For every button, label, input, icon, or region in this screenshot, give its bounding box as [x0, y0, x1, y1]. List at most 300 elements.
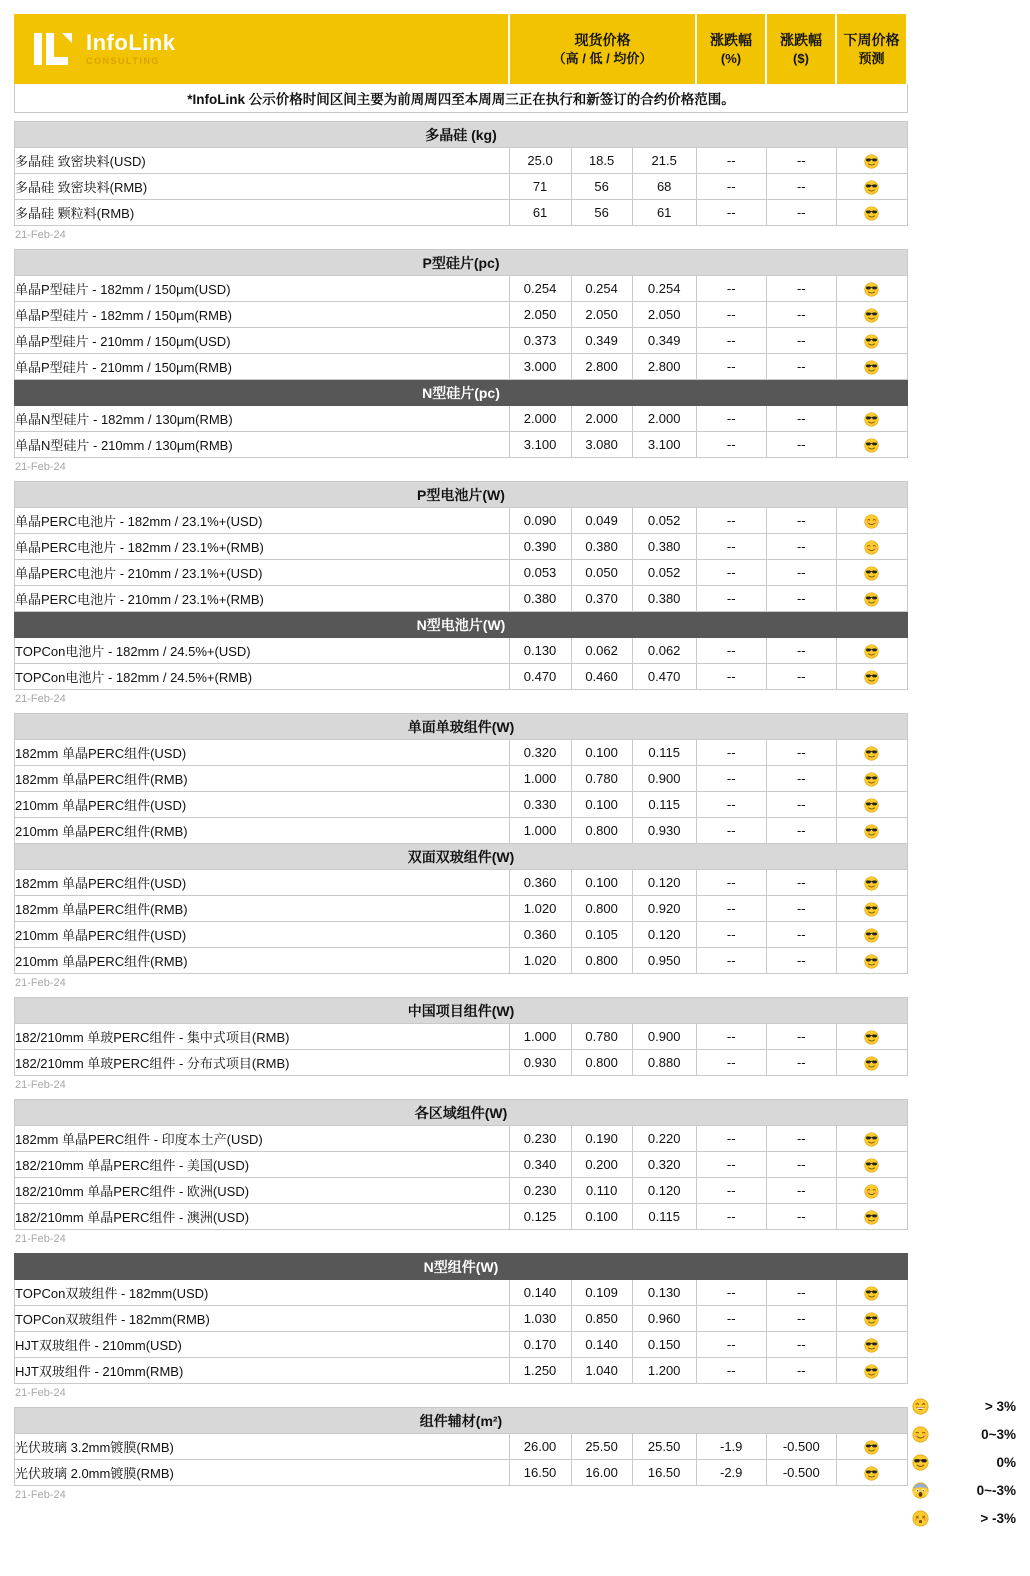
price-high: 0.470: [509, 664, 571, 690]
change-pct: -2.9: [696, 1460, 766, 1486]
section-header: [15, 1408, 908, 1434]
product-label: 182/210mm 单玻PERC组件 - 集中式项目(RMB): [15, 1024, 510, 1050]
product-label: 182mm 单晶PERC组件 - 印度本土产(USD): [15, 1126, 510, 1152]
forecast-label-line2: 预测: [858, 50, 885, 66]
price-avg: 0.380: [632, 534, 696, 560]
change-abs: --: [766, 1178, 836, 1204]
product-row: [15, 276, 908, 302]
date-stamp: 21-Feb-24: [15, 693, 66, 705]
price-low: 0.349: [571, 328, 632, 354]
price-high: 0.380: [509, 586, 571, 612]
product-row: [15, 1178, 908, 1204]
column-header-spot-price: [508, 14, 695, 84]
price-low: 0.380: [571, 534, 632, 560]
shocked-face-icon: [912, 1510, 929, 1527]
product-label: TOPCon电池片 - 182mm / 24.5%+(USD): [15, 638, 510, 664]
sunglasses-face-icon: [864, 1030, 879, 1045]
sunglasses-face-icon: [864, 154, 879, 169]
price-table-block: [14, 713, 908, 974]
grinning-face-icon: [912, 1398, 929, 1415]
change-abs: --: [766, 1152, 836, 1178]
price-low: 0.100: [571, 1204, 632, 1230]
price-high: 16.50: [509, 1460, 571, 1486]
price-avg: 0.120: [632, 870, 696, 896]
price-low: 0.800: [571, 896, 632, 922]
section-title: P型电池片(W): [15, 482, 908, 508]
change-pct: --: [696, 948, 766, 974]
price-low: 0.254: [571, 276, 632, 302]
price-low: 0.780: [571, 766, 632, 792]
price-avg: 0.930: [632, 818, 696, 844]
product-label: 210mm 单晶PERC组件(RMB): [15, 948, 510, 974]
price-avg: 0.950: [632, 948, 696, 974]
section-header: [15, 482, 908, 508]
change-abs: --: [766, 276, 836, 302]
forecast-emoji: [836, 638, 907, 664]
price-avg: 2.000: [632, 406, 696, 432]
forecast-emoji: [836, 922, 907, 948]
price-avg: 2.800: [632, 354, 696, 380]
price-high: 0.340: [509, 1152, 571, 1178]
product-row: [15, 664, 908, 690]
forecast-emoji: [836, 1306, 907, 1332]
column-header-forecast: [835, 14, 906, 84]
price-low: 0.850: [571, 1306, 632, 1332]
sunglasses-face-icon: [864, 1338, 879, 1353]
price-high: 0.053: [509, 560, 571, 586]
spot-price-label-line1: 现货价格: [574, 31, 631, 48]
price-low: 0.140: [571, 1332, 632, 1358]
change-abs: --: [766, 328, 836, 354]
section-header: [15, 380, 908, 406]
price-low: 2.050: [571, 302, 632, 328]
legend-label: 0%: [996, 1455, 1016, 1470]
product-row: [15, 560, 908, 586]
price-high: 0.373: [509, 328, 571, 354]
price-high: 2.000: [509, 406, 571, 432]
sunglasses-face-icon: [864, 670, 879, 685]
product-label: TOPCon电池片 - 182mm / 24.5%+(RMB): [15, 664, 510, 690]
change-pct: --: [696, 896, 766, 922]
change-abs: --: [766, 896, 836, 922]
forecast-emoji: [836, 948, 907, 974]
price-low: 0.800: [571, 948, 632, 974]
product-label: 182/210mm 单晶PERC组件 - 澳洲(USD): [15, 1204, 510, 1230]
sunglasses-face-icon: [864, 1466, 879, 1481]
price-high: 1.000: [509, 1024, 571, 1050]
change-abs: --: [766, 586, 836, 612]
sunglasses-face-icon: [864, 1286, 879, 1301]
price-low: 25.50: [571, 1434, 632, 1460]
price-high: 0.090: [509, 508, 571, 534]
infolink-logo-icon: [32, 29, 76, 69]
forecast-emoji: [836, 870, 907, 896]
product-label: 182mm 单晶PERC组件(USD): [15, 740, 510, 766]
section-header: [15, 844, 908, 870]
sunglasses-face-icon: [864, 1132, 879, 1147]
price-high: 1.000: [509, 818, 571, 844]
forecast-emoji: [836, 406, 907, 432]
forecast-legend: [912, 1398, 1016, 1538]
product-row: [15, 148, 908, 174]
date-stamp: 21-Feb-24: [15, 1489, 66, 1501]
price-avg: 0.130: [632, 1280, 696, 1306]
price-high: 0.140: [509, 1280, 571, 1306]
legend-item: [912, 1454, 1016, 1471]
forecast-emoji: [836, 302, 907, 328]
product-label: HJT双玻组件 - 210mm(USD): [15, 1332, 510, 1358]
price-table-block: [14, 121, 908, 226]
price-low: 0.100: [571, 792, 632, 818]
price-avg: 0.254: [632, 276, 696, 302]
forecast-emoji: [836, 1460, 907, 1486]
product-row: [15, 174, 908, 200]
price-avg: 68: [632, 174, 696, 200]
price-high: 26.00: [509, 1434, 571, 1460]
product-row: [15, 1460, 908, 1486]
change-pct: --: [696, 1332, 766, 1358]
product-label: 多晶硅 颗粒料(RMB): [15, 200, 510, 226]
section-header: [15, 250, 908, 276]
forecast-emoji: [836, 1126, 907, 1152]
price-low: 0.109: [571, 1280, 632, 1306]
sunglasses-face-icon: [864, 180, 879, 195]
change-pct: --: [696, 638, 766, 664]
price-table-block: [14, 1407, 908, 1486]
change-abs: --: [766, 148, 836, 174]
price-high: 0.360: [509, 922, 571, 948]
price-high: 1.030: [509, 1306, 571, 1332]
product-label: HJT双玻组件 - 210mm(RMB): [15, 1358, 510, 1384]
change-abs: --: [766, 302, 836, 328]
change-pct: --: [696, 1050, 766, 1076]
sunglasses-face-icon: [864, 1210, 879, 1225]
product-row: [15, 948, 908, 974]
price-avg: 0.320: [632, 1152, 696, 1178]
price-avg: 0.115: [632, 740, 696, 766]
price-low: 0.460: [571, 664, 632, 690]
change-abs-label-line1: 涨跌幅: [780, 31, 822, 48]
product-row: [15, 1358, 908, 1384]
date-stamp: 21-Feb-24: [15, 977, 66, 989]
product-row: [15, 792, 908, 818]
price-high: 0.254: [509, 276, 571, 302]
change-pct: --: [696, 664, 766, 690]
price-avg: 0.900: [632, 766, 696, 792]
product-label: 多晶硅 致密块料(RMB): [15, 174, 510, 200]
section-title: 双面双玻组件(W): [15, 844, 908, 870]
price-high: 0.390: [509, 534, 571, 560]
product-label: 单晶P型硅片 - 182mm / 150μm(USD): [15, 276, 510, 302]
product-label: 单晶PERC电池片 - 182mm / 23.1%+(RMB): [15, 534, 510, 560]
change-pct-label-line1: 涨跌幅: [710, 31, 752, 48]
product-label: 单晶PERC电池片 - 182mm / 23.1%+(USD): [15, 508, 510, 534]
price-avg: 0.900: [632, 1024, 696, 1050]
price-high: 61: [509, 200, 571, 226]
date-stamp: 21-Feb-24: [15, 1079, 66, 1091]
section-header: [15, 1100, 908, 1126]
product-label: 210mm 单晶PERC组件(RMB): [15, 818, 510, 844]
change-pct: --: [696, 534, 766, 560]
price-high: 0.230: [509, 1178, 571, 1204]
section-header: [15, 1254, 908, 1280]
product-row: [15, 534, 908, 560]
price-avg: 61: [632, 200, 696, 226]
section-title: 各区域组件(W): [15, 1100, 908, 1126]
product-label: TOPCon双玻组件 - 182mm(USD): [15, 1280, 510, 1306]
price-avg: 0.120: [632, 1178, 696, 1204]
column-header-change-pct: [695, 14, 765, 84]
change-abs: --: [766, 1204, 836, 1230]
price-low: 0.100: [571, 740, 632, 766]
product-label: 单晶PERC电池片 - 210mm / 23.1%+(RMB): [15, 586, 510, 612]
sheet-header: [14, 14, 908, 84]
price-avg: 0.380: [632, 586, 696, 612]
price-table-block: [14, 1253, 908, 1384]
forecast-emoji: [836, 432, 907, 458]
legend-label: > -3%: [980, 1511, 1016, 1526]
product-row: [15, 638, 908, 664]
sunglasses-face-icon: [864, 1158, 879, 1173]
legend-item: [912, 1398, 1016, 1415]
section-title: 多晶硅 (kg): [15, 122, 908, 148]
forecast-emoji: [836, 1280, 907, 1306]
forecast-emoji: [836, 1434, 907, 1460]
price-table-block: [14, 1099, 908, 1230]
change-abs: --: [766, 534, 836, 560]
price-avg: 0.150: [632, 1332, 696, 1358]
change-abs: --: [766, 818, 836, 844]
price-avg: 16.50: [632, 1460, 696, 1486]
section-title: 中国项目组件(W): [15, 998, 908, 1024]
price-high: 1.020: [509, 896, 571, 922]
sunglasses-face-icon: [864, 360, 879, 375]
price-note: *InfoLink 公示价格时间区间主要为前周周四至本周周三正在执行和新签订的合约价格范围。: [14, 84, 908, 113]
forecast-emoji: [836, 766, 907, 792]
price-low: 0.200: [571, 1152, 632, 1178]
price-avg: 0.115: [632, 1204, 696, 1230]
product-label: 210mm 单晶PERC组件(USD): [15, 792, 510, 818]
sunglasses-face-icon: [864, 282, 879, 297]
legend-item: [912, 1510, 1016, 1527]
price-high: 25.0: [509, 148, 571, 174]
forecast-emoji: [836, 276, 907, 302]
product-label: 182/210mm 单晶PERC组件 - 美国(USD): [15, 1152, 510, 1178]
sunglasses-face-icon: [864, 566, 879, 581]
price-avg: 0.120: [632, 922, 696, 948]
forecast-emoji: [836, 1358, 907, 1384]
product-row: [15, 354, 908, 380]
product-label: 182mm 单晶PERC组件(USD): [15, 870, 510, 896]
product-row: [15, 1050, 908, 1076]
price-high: 1.020: [509, 948, 571, 974]
product-label: 单晶P型硅片 - 210mm / 150μm(USD): [15, 328, 510, 354]
product-row: [15, 818, 908, 844]
price-high: 0.930: [509, 1050, 571, 1076]
price-low: 0.050: [571, 560, 632, 586]
change-pct: --: [696, 302, 766, 328]
price-avg: 3.100: [632, 432, 696, 458]
sunglasses-face-icon: [864, 1364, 879, 1379]
section-title: N型硅片(pc): [15, 380, 908, 406]
product-row: [15, 508, 908, 534]
forecast-emoji: [836, 792, 907, 818]
forecast-emoji: [836, 818, 907, 844]
change-abs: -0.500: [766, 1460, 836, 1486]
product-row: [15, 406, 908, 432]
smiling-face-icon: [912, 1426, 929, 1443]
price-avg: 0.920: [632, 896, 696, 922]
product-row: [15, 1152, 908, 1178]
product-row: [15, 302, 908, 328]
change-pct: --: [696, 818, 766, 844]
change-pct: --: [696, 174, 766, 200]
change-abs: --: [766, 1280, 836, 1306]
price-avg: 25.50: [632, 1434, 696, 1460]
product-row: [15, 432, 908, 458]
product-label: 182mm 单晶PERC组件(RMB): [15, 896, 510, 922]
section-title: 组件辅材(m²): [15, 1408, 908, 1434]
change-abs: --: [766, 948, 836, 974]
price-sheet: [14, 14, 908, 1507]
forecast-emoji: [836, 148, 907, 174]
sunglasses-face-icon: [864, 772, 879, 787]
change-pct: --: [696, 508, 766, 534]
price-low: 18.5: [571, 148, 632, 174]
change-pct: --: [696, 1358, 766, 1384]
legend-item: [912, 1482, 1016, 1499]
sunglasses-face-icon: [864, 1056, 879, 1071]
change-pct: --: [696, 1306, 766, 1332]
change-abs: --: [766, 1358, 836, 1384]
price-high: 3.100: [509, 432, 571, 458]
forecast-emoji: [836, 174, 907, 200]
change-abs: --: [766, 766, 836, 792]
price-high: 0.130: [509, 638, 571, 664]
sunglasses-face-icon: [864, 876, 879, 891]
product-label: 单晶N型硅片 - 210mm / 130μm(RMB): [15, 432, 510, 458]
price-low: 0.100: [571, 870, 632, 896]
forecast-emoji: [836, 560, 907, 586]
price-high: 0.170: [509, 1332, 571, 1358]
product-row: [15, 586, 908, 612]
forecast-emoji: [836, 1204, 907, 1230]
price-high: 0.330: [509, 792, 571, 818]
price-high: 0.125: [509, 1204, 571, 1230]
price-table-block: [14, 481, 908, 690]
change-abs: --: [766, 1126, 836, 1152]
date-stamp: 21-Feb-24: [15, 1387, 66, 1399]
change-pct: --: [696, 432, 766, 458]
change-pct: --: [696, 1280, 766, 1306]
product-row: [15, 870, 908, 896]
change-abs: --: [766, 1050, 836, 1076]
product-label: 多晶硅 致密块料(USD): [15, 148, 510, 174]
product-label: 182/210mm 单玻PERC组件 - 分布式项目(RMB): [15, 1050, 510, 1076]
change-pct: --: [696, 560, 766, 586]
brand-name: InfoLink: [86, 30, 176, 55]
section-title: N型电池片(W): [15, 612, 908, 638]
product-label: TOPCon双玻组件 - 182mm(RMB): [15, 1306, 510, 1332]
sunglasses-face-icon: [864, 438, 879, 453]
legend-label: 0~3%: [981, 1427, 1016, 1442]
forecast-emoji: [836, 1178, 907, 1204]
forecast-emoji: [836, 354, 907, 380]
price-high: 0.320: [509, 740, 571, 766]
forecast-emoji: [836, 508, 907, 534]
section-header: [15, 122, 908, 148]
product-label: 182/210mm 单晶PERC组件 - 欧洲(USD): [15, 1178, 510, 1204]
sunglasses-face-icon: [864, 928, 879, 943]
price-avg: 0.220: [632, 1126, 696, 1152]
price-table-blocks: [14, 121, 908, 1501]
forecast-emoji: [836, 664, 907, 690]
sunglasses-face-icon: [864, 902, 879, 917]
change-pct: --: [696, 354, 766, 380]
price-low: 3.080: [571, 432, 632, 458]
price-avg: 0.470: [632, 664, 696, 690]
forecast-emoji: [836, 1050, 907, 1076]
section-header: [15, 714, 908, 740]
price-high: 1.000: [509, 766, 571, 792]
change-abs: --: [766, 1024, 836, 1050]
spot-price-label-line2: （高 / 低 / 均价）: [552, 50, 653, 66]
sunglasses-face-icon: [864, 206, 879, 221]
sunglasses-face-icon: [864, 308, 879, 323]
price-low: 16.00: [571, 1460, 632, 1486]
product-label: 光伏玻璃 3.2mm镀膜(RMB): [15, 1434, 510, 1460]
product-label: 210mm 单晶PERC组件(USD): [15, 922, 510, 948]
price-high: 0.360: [509, 870, 571, 896]
change-abs: --: [766, 560, 836, 586]
change-abs: --: [766, 792, 836, 818]
change-pct: --: [696, 740, 766, 766]
legend-label: > 3%: [984, 1399, 1016, 1414]
column-header-change-abs: [765, 14, 835, 84]
change-abs: --: [766, 174, 836, 200]
price-high: 3.000: [509, 354, 571, 380]
section-header: [15, 998, 908, 1024]
product-label: 光伏玻璃 2.0mm镀膜(RMB): [15, 1460, 510, 1486]
product-row: [15, 1434, 908, 1460]
price-avg: 0.960: [632, 1306, 696, 1332]
change-abs: --: [766, 508, 836, 534]
product-row: [15, 1332, 908, 1358]
price-low: 0.062: [571, 638, 632, 664]
price-avg: 0.349: [632, 328, 696, 354]
forecast-label-line1: 下周价格: [843, 31, 900, 48]
change-abs: --: [766, 664, 836, 690]
sunglasses-face-icon: [864, 1312, 879, 1327]
product-row: [15, 1306, 908, 1332]
price-high: 71: [509, 174, 571, 200]
brand-subtitle: CONSULTING: [86, 56, 160, 66]
brand-text: [86, 32, 176, 66]
price-avg: 0.115: [632, 792, 696, 818]
smiling-face-icon: [864, 540, 879, 555]
change-pct: --: [696, 922, 766, 948]
sunglasses-face-icon: [864, 954, 879, 969]
change-pct: --: [696, 406, 766, 432]
price-high: 1.250: [509, 1358, 571, 1384]
sunglasses-face-icon: [864, 798, 879, 813]
change-pct: --: [696, 1126, 766, 1152]
sunglasses-face-icon: [864, 1440, 879, 1455]
change-pct: --: [696, 586, 766, 612]
sunglasses-face-icon: [864, 592, 879, 607]
forecast-emoji: [836, 586, 907, 612]
product-label: 单晶N型硅片 - 182mm / 130μm(RMB): [15, 406, 510, 432]
